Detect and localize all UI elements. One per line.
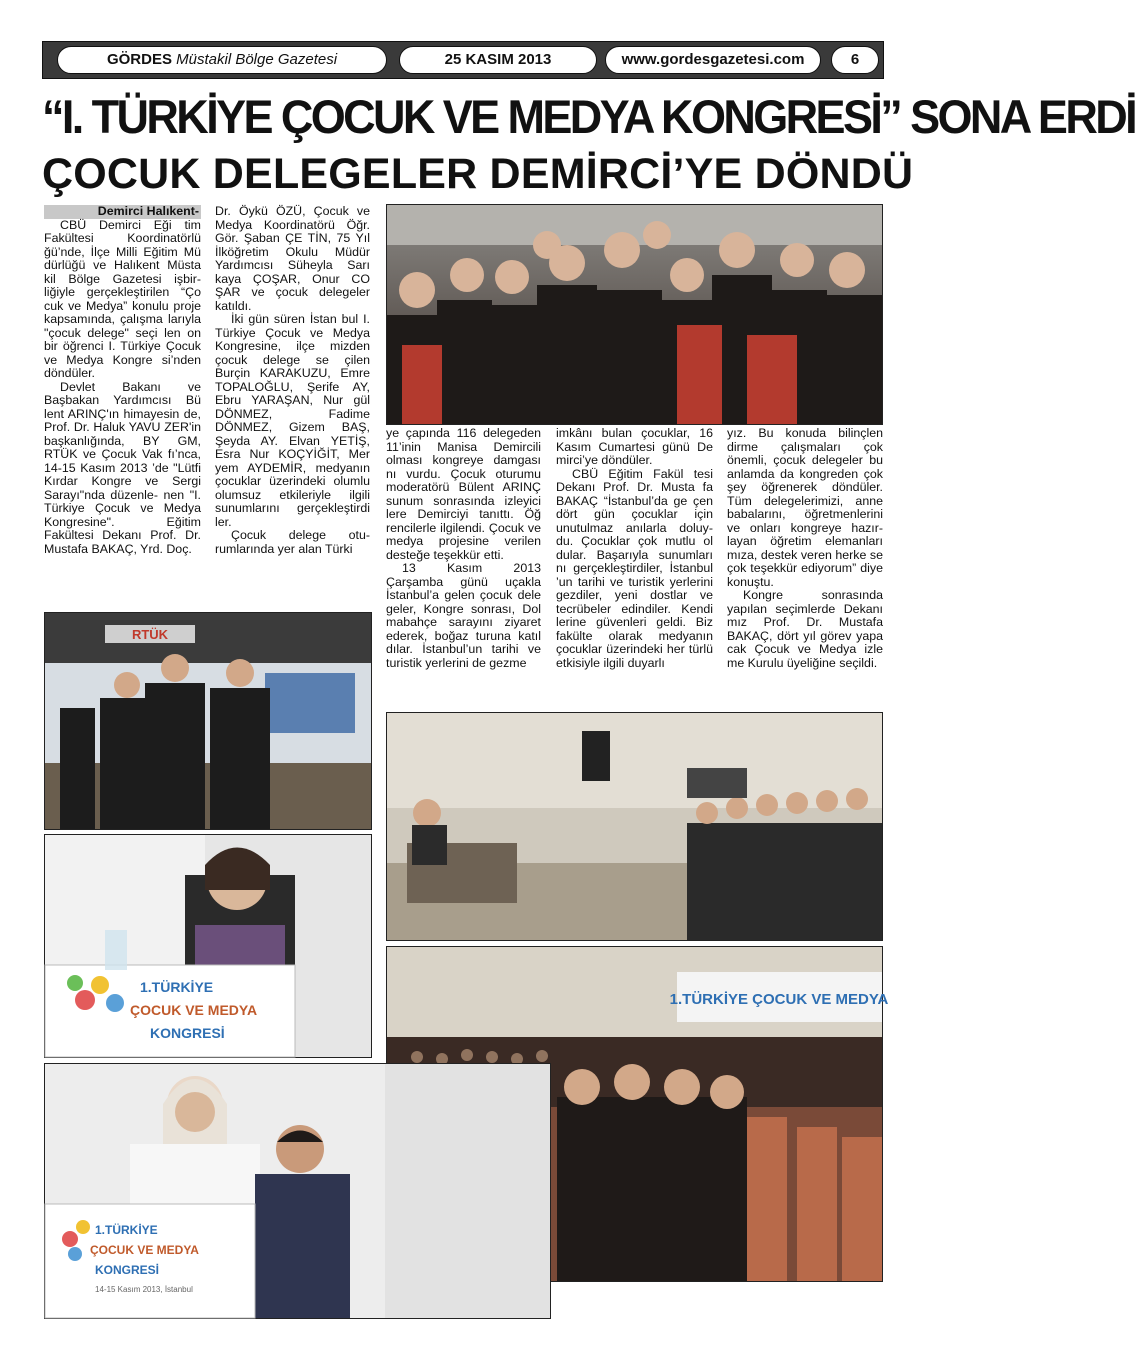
hall-banner-text: 1.TÜRKİYE ÇOCUK VE MEDYA: [669, 991, 889, 1008]
podium-banner-boy-line4: 14-15 Kasım 2013, İstanbul: [95, 1285, 193, 1294]
paper-name-pill: [57, 46, 387, 74]
podium-banner-line2: ÇOCUK VE MEDYA: [130, 1002, 258, 1018]
podium-banner-boy-line1: 1.TÜRKİYE: [95, 1223, 158, 1237]
article-paragraph: CBÜ Eğitim Fakül tesi Dekanı Prof. Dr. Musta fa BAKAÇ “İstanbul’da ge çen dört gün çocuklar için unutulmaz anılarla doluy- du. Çocuklar çok mutlu ol dular. Başarıyla sunumları nı gerçekleştirdiler, İstanbul ’un tarihi ve turistik yerlerini gezdiler, yeni dostlar ve tecrübeler edindiler. Kendi lerine güvenleri geldi. Biz fakülte olarak medyanın çocuklar üzerindeki her türlü etkisiyle ilgili duyarlı: [556, 466, 713, 670]
article-column-5: [727, 427, 883, 712]
podium-banner-boy-line2: ÇOCUK VE MEDYA: [90, 1243, 199, 1257]
headline-line1: “I. TÜRKİYE ÇOCUK VE MEDYA KONGRESİ” SONA ERDİ: [42, 90, 1135, 144]
photo-delegates-group: [386, 204, 883, 425]
paper-name: GÖRDES: [106, 51, 172, 68]
article-paragraph: Devlet Bakanı ve Başbakan Yardımcısı Bü lent ARINÇ'ın himayesin de, Prof. Dr. Haluk YAVU ZER'in başkanlığında, BY GM, RTÜK ve Çocuk Vak fı’nca, 14-15 Kasım 2013 ’de "Lütfi Kırdar Kongre ve Sergi Sarayı"nda düzenle- nen "I. Türkiye Çocuk ve Medya Kongresine". Eğitim Fakültesi Dekanı Prof. Dr. Mustafa BAKAÇ, Yrd. Doç.: [44, 379, 201, 556]
masthead-bar: [42, 41, 884, 79]
article-column-4: [556, 427, 713, 707]
article-location: Demirci Halıkent-: [44, 205, 201, 219]
article-column-3: [386, 427, 541, 707]
article-paragraph: 13 Kasım 2013 Çarşamba günü uçakla İstanbul’a gelen çocuk dele geler, Kongre sonrası, Dol mabahçe sarayını ziyaret ederek, boğaz turuna katıl dılar. İstanbul’un tarihi ve turistik yerlerini de gezme: [386, 561, 541, 670]
paper-subtitle: Müstakil Bölge Gazetesi: [176, 51, 338, 68]
issue-date-pill: [399, 46, 597, 74]
photo-congress-session: [386, 712, 883, 941]
article-paragraph: Çocuk delege otu- rumlarında yer alan Türki: [215, 528, 370, 556]
booth-sign-text: RTÜK: [131, 627, 169, 642]
website-pill: [605, 46, 821, 74]
article-paragraph: İki gün süren İstan bul I. Türkiye Çocuk ve Medya Kongresine, ilçe mizden çocuk delege se çilen Burçin KARAKUZU, Emre TOPALOĞLU, Şerife AY, Ebru YARAŞAN, Nur gül DÖNMEZ, Fadime DÖNMEZ, Gizem BAŞ, Şeyda AY. Elvan YETİŞ, Esra Nur KOÇYİĞİT, Mer yem AYDEMİR, medyanın çocuklar üzerindeki olumlu olumsuz etkileriyle ilgili sunumlarını gerçekleştirdi ler.: [215, 312, 370, 529]
page-number: 6: [850, 51, 860, 68]
headline-line2: ÇOCUK DELEGELER DEMİRCİ’YE DÖNDÜ: [42, 150, 914, 198]
article-paragraph: imkânı bulan çocuklar, 16 Kasım Cumartesi günü De mirci’ye döndüler.: [556, 426, 713, 467]
article-column-1: [44, 205, 201, 605]
podium-banner-line3: KONGRESİ: [150, 1025, 225, 1041]
photo-boy-speaker: [44, 1063, 551, 1319]
issue-date: 25 KASIM 2013: [444, 51, 552, 68]
article-paragraph: CBÜ Demirci Eği tim Fakültesi Koordinatörlü ğü’nde, İlçe Milli Eğitim Mü dürlüğü ve Halıkent Müsta kil Bölge Gazetesi işbir- liğiyle gerçekleştirilen “Ço cuk ve Medya” konulu proje kapsamında, çalışma larıyla "çocuk delege" seçi len on bir öğrenci I. Türkiye Çocuk ve Medya Kongre si’nden döndüler.: [44, 217, 201, 380]
website: www.gordesgazetesi.com: [621, 51, 805, 68]
article-paragraph: yız. Bu konuda bilinçlen dirme çalışmaları çok önemli, çocuk delegeler bu anlamda da kongreden çok şey öğrenerek döndüler. Tüm delegelerimizi, anne babalarını, öğretmenlerini ve onları kongreye hazır- layan öğretim elemanları mıza, destek veren herke se çok teşekkür ediyorum” diye konuştu.: [727, 426, 883, 589]
article-column-2: [215, 205, 370, 605]
article-paragraph: ye çapında 116 delegeden 11’inin Manisa Demircili olması kongreye damgası nı vurdu. Çocuk oturumu moderatörü Bülent ARINÇ sunum sonrasında izleyici lere Demirciyi tanıttı. Öğ rencilerle ilgilendi. Çocuk ve medya projesine verilen desteğe teşekkür etti.: [386, 426, 541, 562]
photo-girl-speaker: [44, 834, 372, 1058]
article-paragraph: Kongre sonrasında yapılan seçimlerde Dekanı mız Prof. Dr. Mustafa BAKAÇ, dört yıl görev yapa cak Çocuk ve Medya izle me Kurulu üyeliğine seçildi.: [727, 588, 883, 670]
podium-banner-boy-line3: KONGRESİ: [95, 1263, 160, 1277]
podium-banner-line1: 1.TÜRKİYE: [140, 979, 214, 995]
article-paragraph: Dr. Öykü ÖZÜ, Çocuk ve Medya Koordinatörü Öğr. Gör. Şaban ÇE TİN, 75 Yıl İlköğretim Okulu Müdür Yardımcısı Süheyla Sarı kaya ÇOŞAR, Onur CO ŞAR ve çocuk delegeler katıldı.: [215, 204, 370, 313]
page-number-pill: [831, 46, 879, 74]
photo-rtuk-booth: [44, 612, 372, 830]
